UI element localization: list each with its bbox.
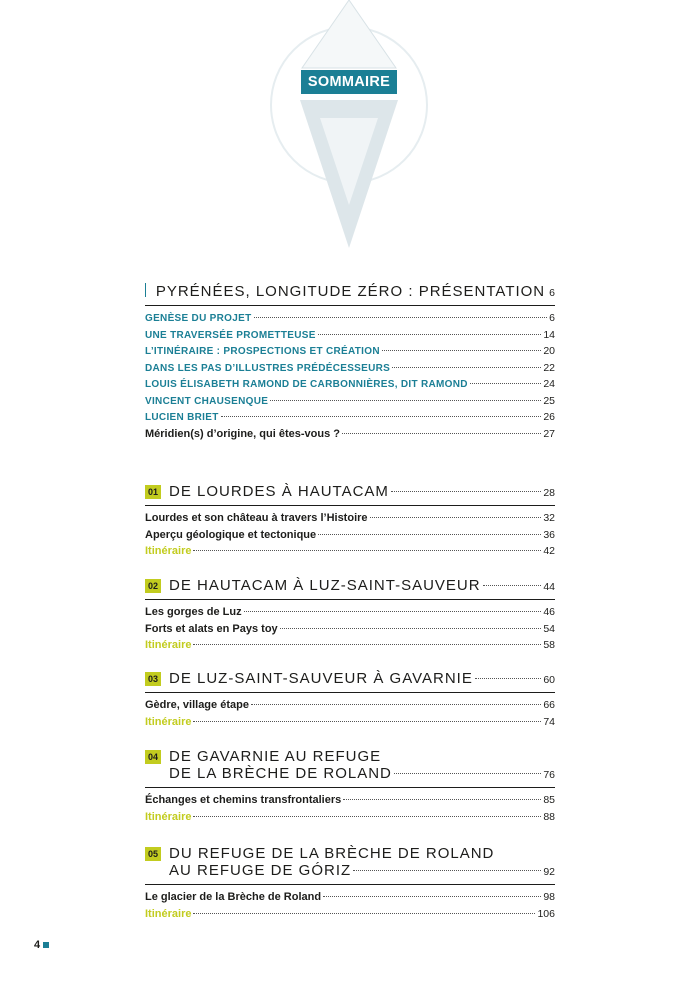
toc-entry-label: Itinéraire	[145, 545, 192, 557]
leader-dots	[318, 534, 541, 535]
toc-entry-label: Le glacier de la Brèche de Roland	[145, 891, 322, 903]
toc-entry[interactable]	[145, 426, 555, 443]
toc-entry-label: LOUIS ÉLISABETH RAMOND DE CARBONNIÈRES, DIT RAMOND	[145, 379, 468, 390]
leader-dots	[244, 611, 542, 612]
chapter-heading[interactable]	[145, 577, 555, 594]
folio-square-icon	[43, 942, 49, 948]
toc-entry[interactable]	[145, 792, 555, 809]
toc-entry[interactable]	[145, 809, 555, 826]
toc-entry[interactable]	[145, 376, 555, 393]
page-title: SOMMAIRE	[301, 70, 397, 94]
divider	[145, 787, 555, 788]
page-number-text: 4	[34, 939, 41, 951]
toc-entry-page: 88	[543, 810, 555, 823]
toc-entry-label: Itinéraire	[145, 639, 192, 651]
toc-entry-page: 106	[537, 907, 555, 920]
toc-entry-label: Forts et alats en Pays toy	[145, 622, 278, 635]
toc-entry-page: 25	[543, 394, 555, 407]
toc-entry-page: 24	[543, 378, 555, 390]
toc-entry-label: Méridien(s) d’origine, qui êtes-vous ?	[145, 427, 340, 440]
chapter-section	[145, 748, 555, 825]
toc-entry[interactable]	[145, 543, 555, 560]
leader-dots	[370, 517, 542, 518]
divider	[145, 884, 555, 885]
chapter-page: 44	[543, 581, 555, 593]
toc-entry[interactable]	[145, 527, 555, 544]
chapter-number-badge: 03	[145, 672, 161, 686]
leader-dots	[353, 870, 541, 871]
toc-entry-label: DANS LES PAS D’ILLUSTRES PRÉDÉCESSEURS	[145, 362, 391, 374]
leader-dots	[483, 585, 542, 586]
compass-decoration	[0, 0, 700, 260]
toc-entry[interactable]	[145, 697, 555, 714]
toc-entry-page: 74	[543, 715, 555, 728]
chapter-section	[145, 670, 555, 730]
leader-dots	[323, 896, 541, 897]
toc-entry-page: 36	[543, 528, 555, 541]
leader-dots	[221, 416, 542, 417]
toc-entry-page: 42	[543, 545, 555, 557]
leader-dots	[254, 317, 548, 318]
toc-entry[interactable]	[145, 889, 555, 906]
toc-entry-label: Aperçu géologique et tectonique	[145, 528, 317, 541]
chapter-number-badge: 04	[145, 750, 161, 764]
toc-entry-page: 66	[543, 699, 555, 711]
toc-entry-page: 27	[543, 427, 555, 440]
toc-entry-page: 46	[543, 606, 555, 618]
chapter-section	[145, 845, 555, 922]
toc-entry-page: 22	[543, 361, 555, 374]
toc-entry-page: 58	[543, 639, 555, 651]
chapter-title: DU REFUGE DE LA BRÈCHE DE ROLAND	[169, 845, 495, 862]
toc-entry[interactable]	[145, 906, 555, 923]
toc-entry-page: 14	[543, 328, 555, 341]
toc-entry[interactable]	[145, 621, 555, 638]
chapter-heading[interactable]	[145, 765, 555, 782]
chapter-title: DE LOURDES À HAUTACAM	[169, 483, 389, 500]
toc-entry[interactable]	[145, 343, 555, 360]
toc-entry[interactable]	[145, 510, 555, 527]
chapter-heading[interactable]	[145, 670, 555, 687]
toc-entry-label: Itinéraire	[145, 907, 192, 920]
chapter-page: 60	[543, 674, 555, 686]
toc-entry-label: UNE TRAVERSÉE PROMETTEUSE	[145, 329, 316, 341]
toc-entry-label: Itinéraire	[145, 715, 192, 728]
leader-dots	[394, 773, 541, 774]
toc-entry[interactable]	[145, 637, 555, 654]
intro-heading[interactable]	[145, 282, 555, 300]
toc-entry-label: Lourdes et son château à travers l’Histoire	[145, 512, 368, 524]
leader-dots	[280, 628, 542, 629]
leader-dots	[470, 383, 542, 384]
toc-entry[interactable]	[145, 327, 555, 344]
chapter-section	[145, 483, 555, 560]
section-square-icon	[145, 283, 146, 297]
leader-dots	[193, 550, 541, 551]
leader-dots	[193, 644, 541, 645]
toc-entry[interactable]	[145, 714, 555, 731]
intro-heading-text: PYRÉNÉES, LONGITUDE ZÉRO : PRÉSENTATION	[155, 283, 546, 300]
divider	[145, 599, 555, 600]
chapter-title: DE LUZ-SAINT-SAUVEUR À GAVARNIE	[169, 670, 473, 687]
chapter-title: AU REFUGE DE GÓRIZ	[169, 862, 352, 879]
chapter-heading[interactable]	[145, 845, 555, 862]
toc-entry-page: 6	[549, 312, 555, 324]
chapter-heading[interactable]	[145, 862, 555, 879]
chapter-number-badge: 05	[145, 847, 161, 861]
toc-entry[interactable]	[145, 409, 555, 426]
leader-dots	[343, 799, 541, 800]
chapter-section	[145, 577, 555, 654]
intro-section	[145, 282, 555, 442]
leader-dots	[193, 913, 535, 914]
chapter-heading[interactable]	[145, 483, 555, 500]
leader-dots	[270, 400, 541, 401]
chapter-title: DE LA BRÈCHE DE ROLAND	[169, 765, 392, 782]
intro-heading-page: 6	[549, 287, 555, 299]
toc-entry-label: GENÈSE DU PROJET	[145, 313, 252, 324]
chapter-number-badge: 02	[145, 579, 161, 593]
toc-entry-page: 54	[543, 622, 555, 635]
divider	[145, 305, 555, 306]
chapter-page: 76	[543, 769, 555, 781]
leader-dots	[251, 704, 541, 705]
toc-entry-page: 98	[543, 891, 555, 903]
chapter-page: 92	[543, 866, 555, 878]
chapter-number-badge: 01	[145, 485, 161, 499]
toc-entry-label: L’ITINÉRAIRE : PROSPECTIONS ET CRÉATION	[145, 346, 380, 357]
toc-entry[interactable]	[145, 360, 555, 377]
toc-entry-page: 32	[543, 512, 555, 524]
leader-dots	[391, 491, 541, 492]
leader-dots	[193, 721, 541, 722]
leader-dots	[382, 350, 541, 351]
toc-entry-label: LUCIEN BRIET	[145, 412, 219, 423]
chapter-page: 28	[543, 487, 555, 499]
chapter-title: DE GAVARNIE AU REFUGE	[169, 748, 382, 765]
leader-dots	[475, 678, 541, 679]
chapter-title: DE HAUTACAM À LUZ-SAINT-SAUVEUR	[169, 577, 481, 594]
toc-entry-page: 26	[543, 411, 555, 423]
toc-entry[interactable]	[145, 604, 555, 621]
toc-entry-label: Échanges et chemins transfrontaliers	[145, 794, 342, 806]
divider	[145, 505, 555, 506]
toc-entry-page: 85	[543, 794, 555, 806]
toc-entry-label: Itinéraire	[145, 810, 192, 823]
chapter-heading[interactable]	[145, 748, 555, 765]
toc-entry-page: 20	[543, 345, 555, 357]
leader-dots	[342, 433, 541, 434]
page-number	[34, 939, 49, 951]
divider	[145, 692, 555, 693]
leader-dots	[392, 367, 541, 368]
toc-entry-label: Gèdre, village étape	[145, 699, 249, 711]
toc-entry-label: VINCENT CHAUSENQUE	[145, 395, 269, 407]
leader-dots	[193, 816, 541, 817]
leader-dots	[318, 334, 542, 335]
toc-entry-label: Les gorges de Luz	[145, 606, 242, 618]
toc-entry[interactable]	[145, 310, 555, 327]
toc-entry[interactable]	[145, 393, 555, 410]
